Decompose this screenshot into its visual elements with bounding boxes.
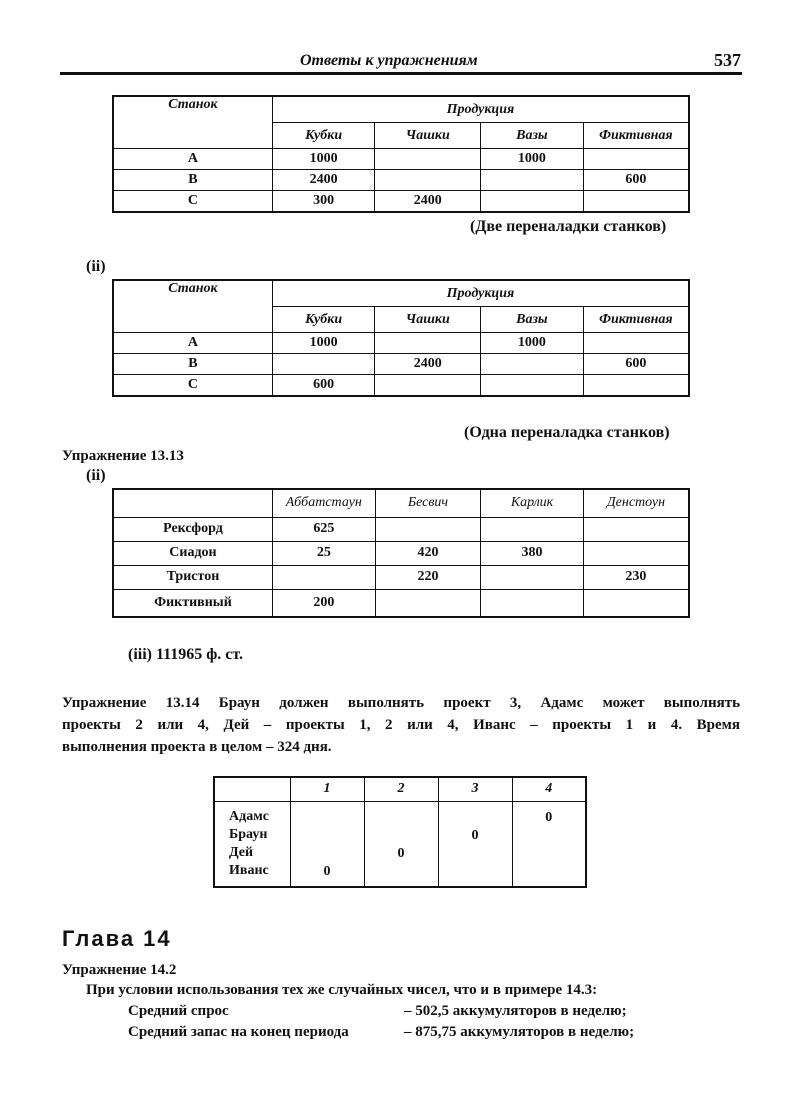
header-product-group: Продукция: [272, 280, 689, 307]
cell: [583, 149, 689, 170]
running-header-title: Ответы к упражнениям: [300, 52, 478, 69]
exercise-13-13-part-iii: (iii) 111965 ф. ст.: [128, 646, 244, 663]
exercise-13-14-line-1: Браун должен выполнять проект 3, Адамс может выполнять: [218, 695, 741, 711]
cell: 1000: [481, 149, 584, 170]
cell: 625: [272, 517, 375, 541]
cell: 600: [583, 354, 689, 375]
exercise-14-2-intro: [86, 982, 597, 999]
assignment-table: [213, 776, 587, 888]
exercise-13-14-title: Упражнение 13.14: [62, 695, 200, 711]
avg-demand-label: Средний спрос: [128, 1003, 229, 1019]
cell: 2400: [272, 170, 375, 191]
exercise-13-14-line-2: проекты 2 или 4, Дей – проекты 1, 2 или 4, Иванс – проекты 1 и 4. Время: [62, 717, 740, 733]
row-label: Сиадон: [113, 541, 272, 565]
table-row: [113, 541, 689, 565]
row-label: Фиктивный: [113, 589, 272, 617]
cell: [272, 354, 375, 375]
cell: 380: [481, 541, 584, 565]
cell: [375, 375, 481, 397]
row-label: Браун: [229, 827, 268, 842]
table2-note: (Одна переналадка станков): [464, 424, 670, 441]
table-row: [113, 375, 689, 397]
column-header: Вазы: [481, 123, 584, 149]
column-header: Денстоун: [583, 489, 689, 517]
cell: 25: [272, 541, 375, 565]
cell-dey-2: 0: [364, 801, 438, 887]
cell-adams-4: 0: [512, 801, 586, 887]
cell: 2400: [375, 191, 481, 213]
machine-product-table-2: [112, 279, 690, 397]
column-header: 3: [438, 777, 512, 801]
cell: 300: [272, 191, 375, 213]
column-header: Чашки: [375, 307, 481, 333]
column-header: Фиктивная: [583, 123, 689, 149]
row-label: C: [113, 191, 272, 213]
transport-table: [112, 488, 690, 618]
row-label: Тристон: [113, 565, 272, 589]
row-label: A: [113, 149, 272, 170]
header-machine: Станок: [113, 280, 272, 333]
column-header: 1: [290, 777, 364, 801]
cell-brown-3: 0: [438, 801, 512, 887]
exercise-13-13-part-ii: (ii): [86, 467, 106, 484]
cell: [583, 375, 689, 397]
page-number: 537: [714, 50, 741, 70]
row-label: A: [113, 333, 272, 354]
cell: [481, 517, 584, 541]
cell-ivans-1: 0: [290, 801, 364, 887]
machine-product-table-1: [112, 95, 690, 213]
header-rule: [60, 72, 742, 75]
exercise-13-14-text: [62, 692, 740, 758]
cell: [583, 517, 689, 541]
row-labels: [214, 801, 290, 887]
exercise-14-2-colon: :: [592, 982, 598, 998]
cell: 1000: [481, 333, 584, 354]
cell: [583, 541, 689, 565]
table1-note: (Две переналадки станков): [470, 218, 667, 235]
cell: 220: [375, 565, 481, 589]
exercise-14-2-title: Упражнение 14.2: [62, 962, 177, 978]
exercise-14-2-intro-text: При условии использования тех же случайных чисел, что и в примере: [86, 982, 563, 998]
cell: [375, 589, 481, 617]
cell: 230: [583, 565, 689, 589]
table-row: [113, 589, 689, 617]
cell: [583, 191, 689, 213]
cell: [375, 517, 481, 541]
row-label: Адамс: [229, 809, 269, 824]
exercise-13-14-line-3: выполнения проекта в целом – 324 дня.: [62, 739, 332, 755]
cell: [375, 149, 481, 170]
cell: 1000: [272, 333, 375, 354]
avg-stock-label: Средний запас на конец периода: [128, 1024, 349, 1040]
cell: 200: [272, 589, 375, 617]
chapter-title: Глава 14: [62, 926, 172, 951]
row-label: Дей: [229, 845, 254, 860]
cell: [375, 333, 481, 354]
cell: [375, 170, 481, 191]
part-ii-label: (ii): [86, 258, 106, 275]
row-label: C: [113, 375, 272, 397]
header-product-group: Продукция: [272, 96, 689, 123]
cell: [481, 375, 584, 397]
table-row: [113, 333, 689, 354]
row-label: B: [113, 170, 272, 191]
column-header: Вазы: [481, 307, 584, 333]
column-header: Бесвич: [375, 489, 481, 517]
cell: [481, 565, 584, 589]
cell: 600: [272, 375, 375, 397]
column-header: Карлик: [481, 489, 584, 517]
cell: [481, 589, 584, 617]
row-label: Рексфорд: [113, 517, 272, 541]
column-header: Аббатстаун: [272, 489, 375, 517]
cell: 1000: [272, 149, 375, 170]
avg-demand-value: – 502,5 аккумуляторов в неделю;: [404, 1003, 627, 1019]
cell: 600: [583, 170, 689, 191]
column-header: Фиктивная: [583, 307, 689, 333]
cell: [583, 333, 689, 354]
column-header: Кубки: [272, 123, 375, 149]
cell: [481, 170, 584, 191]
header-machine: Станок: [113, 96, 272, 149]
cell: 420: [375, 541, 481, 565]
corner-cell: [214, 777, 290, 801]
exercise-13-13-title: Упражнение 13.13: [62, 448, 184, 464]
table-row: [113, 170, 689, 191]
avg-stock-value: – 875,75 аккумуляторов в неделю;: [404, 1024, 635, 1040]
table-row: [113, 565, 689, 589]
row-label: Иванс: [229, 863, 269, 878]
row-label: B: [113, 354, 272, 375]
cell: [272, 565, 375, 589]
corner-cell: [113, 489, 272, 517]
table-row: [113, 354, 689, 375]
column-header: 4: [512, 777, 586, 801]
column-header: 2: [364, 777, 438, 801]
cell: [481, 191, 584, 213]
table-row: [113, 517, 689, 541]
table-row: [113, 191, 689, 213]
cell: [481, 354, 584, 375]
cell: 2400: [375, 354, 481, 375]
column-header: Кубки: [272, 307, 375, 333]
table-row: [113, 149, 689, 170]
column-header: Чашки: [375, 123, 481, 149]
exercise-14-2-ref: 14.3: [565, 982, 593, 998]
cell: [583, 589, 689, 617]
